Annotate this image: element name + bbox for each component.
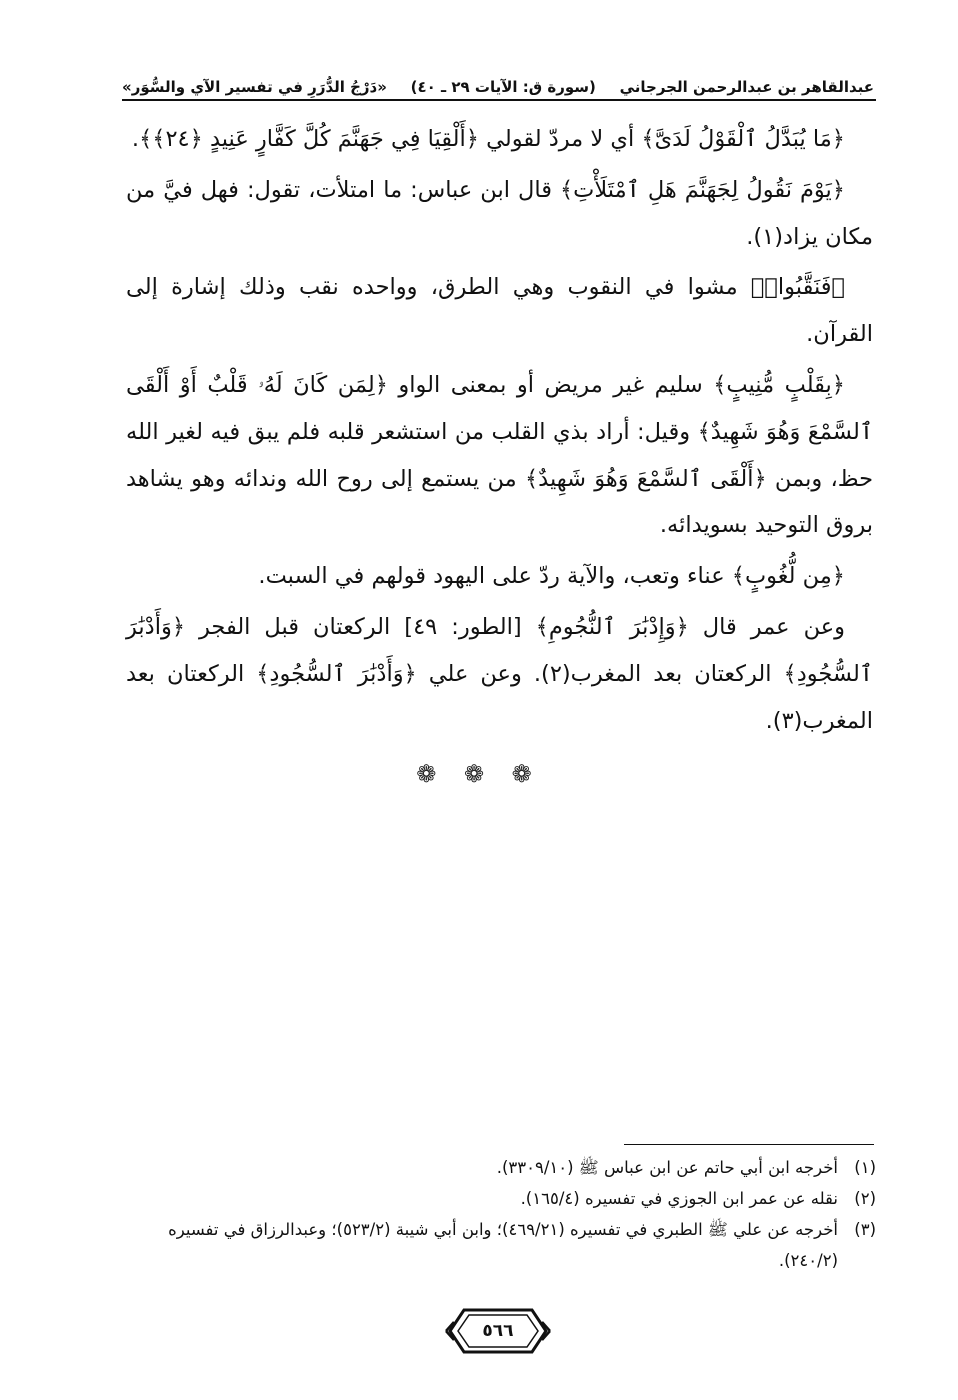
footnote-number: (٢) (854, 1189, 876, 1208)
page-number-badge (444, 1302, 552, 1360)
page-number: ٥٦٦ (482, 1321, 514, 1341)
header-author: عبدالقاهر بن عبدالرحمن الجرجاني (619, 78, 874, 96)
footnote-text: أخرجه عن علي ﷺ الطبري في تفسيره (٤٦٩/٢١)؛ وابن أبي شيبة (٥٢٣/٢)؛ وعبدالرزاق في تفسيره (٢٤٠/٢). (168, 1220, 838, 1270)
paragraph: ﴿بِقَلْبٍ مُّنِيبٍ﴾ سليم غير مريض أو بمعنى الواو ﴿لِمَن كَانَ لَهُۥ قَلْبٌ أَوْ أَلْقَى ٱلسَّمْعَ وَهُوَ شَهِيدٌ﴾ وقيل: أراد بذي القلب من استشعر قلبه فلم يبق فيه لغير الله حظ، وبمن ﴿أَلْقَى ٱلسَّمْعَ وَهُوَ شَهِيدٌ﴾ من يستمع إلى روح الله وندائه وهو يشاهد بروق التوحيد بسويدائه. (126, 371, 873, 539)
running-header (122, 62, 874, 96)
header-book-title: «دَرْجُ الدُّرَرِ في تفسير الآي والسُّوَر» (122, 78, 387, 96)
header-divider (122, 99, 876, 101)
footnote-text: أخرجه ابن أبي حاتم عن ابن عباس ﷺ (٣٣٠٩/١٠). (496, 1158, 838, 1177)
footnote-number: (٣) (854, 1220, 876, 1239)
paragraph: ﴿يَوْمَ نَقُولُ لِجَهَنَّمَ هَلِ ٱمْتَلَأْتِ﴾ قال ابن عباس: ما امتلأت، تقول: فهل فيَّ من مكان يزاد(١). (126, 176, 873, 250)
footnote-divider (624, 1144, 874, 1145)
footnote (126, 1152, 876, 1183)
footnote-number: (١) (854, 1158, 876, 1177)
footnote (126, 1183, 876, 1214)
header-surah-range: (سورة ق: الآيات ٢٩ ـ ٤٠) (410, 78, 596, 96)
footnote (126, 1214, 876, 1276)
paragraph: وعن عمر قال ﴿وَإِدْبَٰرَ ٱلنُّجُومِ﴾ [الطور: ٤٩] الركعتان قبل الفجر ﴿وَأَدْبَٰرَ ٱلسُّجُودِ﴾ الركعتان بعد المغرب(٢). وعن علي ﴿وَأَدْبَٰرَ ٱلسُّجُودِ﴾ الركعتان بعد المغرب(٣). (126, 613, 873, 734)
footnote-text: نقله عن عمر ابن الجوزي في تفسيره (١٦٥/٤). (520, 1189, 838, 1208)
footnotes (126, 1152, 876, 1276)
paragraph: ﴿فَنَقَّبُوا۟﴾ مشوا في النقوب وهي الطرق، وواحده نقب وذلك إشارة إلى القرآن. (126, 274, 873, 348)
paragraph: ﴿مِن لُّغُوبٍ﴾ عناء وتعب، والآية ردّ على اليهود قولهم في السبت. (258, 563, 845, 590)
main-text (126, 116, 873, 748)
paragraph: ﴿مَا يُبَدَّلُ ٱلْقَوْلُ لَدَىَّ﴾ أي لا مردّ لقولي ﴿أَلْقِيَا فِي جَهَنَّمَ كُلَّ كَفَّارٍ عَنِيدٍ ﴿٢٤﴾﴾. (131, 126, 845, 152)
section-end-ornament: ❁ ❁ ❁ (416, 760, 542, 788)
